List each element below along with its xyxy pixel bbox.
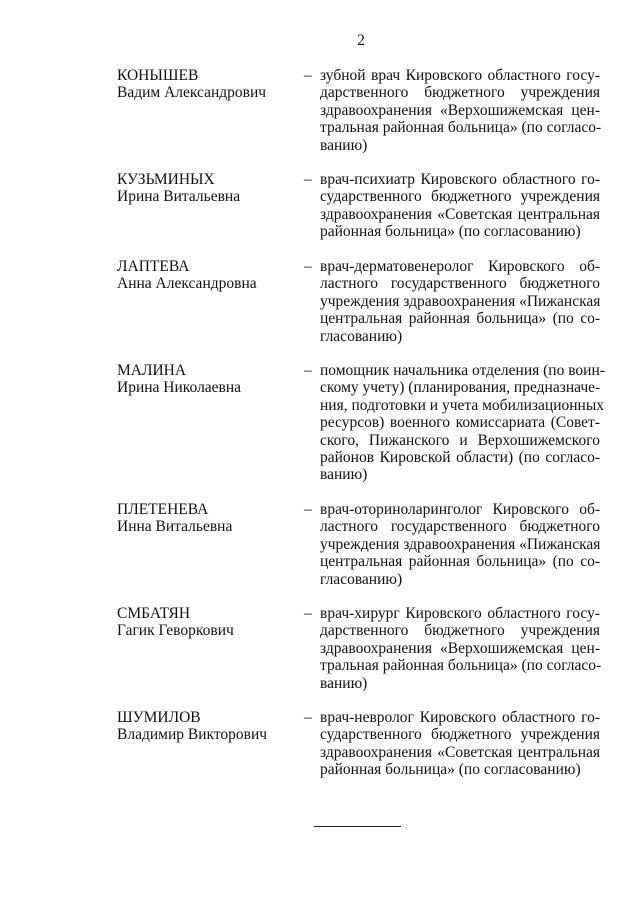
member-dash: –	[304, 258, 312, 275]
member-role-line: врач-хирург Кировского областного госу-	[320, 605, 600, 622]
member-surname: ШУМИЛОВ	[117, 709, 201, 726]
member-person	[117, 258, 297, 293]
member-role-line: врач-оториноларинголог Кировского об-	[320, 501, 600, 518]
member-person	[117, 709, 297, 744]
member-role-line: здравоохранения «Верхошижемская цен-	[320, 101, 600, 119]
member-role-line: ского, Пижанского и Верхошижемского	[320, 431, 600, 449]
member-role-line: скому учету) (планирования, предназначе-	[320, 379, 601, 397]
member-role	[320, 501, 600, 588]
member-role-line: районная больница» (по согласованию)	[320, 761, 581, 779]
member-given-name: Вадим Александрович	[117, 84, 267, 102]
member-role-line: врач-дерматовенеролог Кировского об-	[320, 258, 600, 275]
end-of-list-rule	[314, 826, 401, 827]
member-role-line: помощник начальника отделения (по воин-	[320, 362, 605, 379]
member-role-line: врач-психиатр Кировского областного го-	[320, 171, 600, 188]
member-role	[320, 362, 605, 484]
member-role-line: учреждения здравоохранения «Пижанская	[320, 292, 601, 310]
member-role-line: районная больница» (по согласованию)	[320, 223, 581, 241]
member-role	[320, 605, 600, 692]
member-role-line: ванию)	[320, 466, 368, 484]
member-role-line: центральная районная больница» (по со-	[320, 553, 600, 571]
member-role-line: сударственного бюджетного учреждения	[320, 188, 600, 206]
member-dash: –	[304, 709, 312, 726]
member-role-line: тральная районная больница» (по согласо-	[320, 119, 602, 137]
member-surname: ЛАПТЕВА	[117, 258, 190, 275]
member-role	[320, 709, 600, 779]
member-role-line: ластного государственного бюджетного	[320, 518, 600, 536]
member-role-line: гласованию)	[320, 570, 403, 588]
member-role-line: районов Кировской области) (по согласо-	[320, 449, 600, 467]
member-role-line: здравоохранения «Верхошижемская цен-	[320, 639, 600, 657]
member-given-name: Анна Александровна	[117, 275, 257, 293]
member-role-line: тральная районная больница» (по согласо-	[320, 657, 602, 675]
member-person	[117, 362, 297, 397]
member-dash: –	[304, 362, 312, 379]
member-role	[320, 258, 600, 345]
member-given-name: Ирина Николаевна	[117, 379, 242, 397]
member-role-line: сударственного бюджетного учреждения	[320, 726, 600, 744]
member-dash: –	[304, 67, 312, 84]
member-role	[320, 171, 600, 241]
member-role-line: гласованию)	[320, 327, 403, 345]
member-role-line: ния, подготовки и учета мобилизационных	[320, 396, 604, 414]
member-dash: –	[304, 501, 312, 518]
member-given-name: Гагик Геворкович	[117, 622, 234, 640]
member-surname: ПЛЕТЕНЕВА	[117, 501, 209, 518]
member-surname: СМБАТЯН	[117, 605, 191, 622]
member-role-line: дарственного бюджетного учреждения	[320, 84, 600, 102]
member-dash: –	[304, 171, 312, 188]
member-role-line: здравоохранения «Советская центральная	[320, 205, 600, 223]
member-surname: КОНЫШЕВ	[117, 67, 199, 84]
member-role-line: учреждения здравоохранения «Пижанская	[320, 535, 601, 553]
member-role-line: зубной врач Кировского областного госу-	[320, 67, 600, 84]
member-dash: –	[304, 605, 312, 622]
member-surname: МАЛИНА	[117, 362, 187, 379]
member-role-line: ластного государственного бюджетного	[320, 275, 600, 293]
member-role-line: врач-невролог Кировского областного го-	[320, 709, 600, 726]
member-person	[117, 605, 297, 640]
member-role-line: здравоохранения «Советская центральная	[320, 743, 600, 761]
member-person	[117, 67, 297, 102]
member-role-line: ресурсов) военного комиссариата (Совет-	[320, 414, 600, 432]
member-role-line: дарственного бюджетного учреждения	[320, 622, 600, 640]
member-role	[320, 67, 600, 154]
member-role-line: ванию)	[320, 136, 368, 154]
member-given-name: Инна Витальевна	[117, 518, 233, 536]
member-given-name: Ирина Витальевна	[117, 188, 241, 206]
member-role-line: ванию)	[320, 674, 368, 692]
member-given-name: Владимир Викторович	[117, 726, 268, 744]
member-person	[117, 501, 297, 536]
member-surname: КУЗЬМИНЫХ	[117, 171, 215, 188]
member-person	[117, 171, 297, 206]
member-role-line: центральная районная больница» (по со-	[320, 310, 600, 328]
page-number: 2	[357, 32, 365, 49]
